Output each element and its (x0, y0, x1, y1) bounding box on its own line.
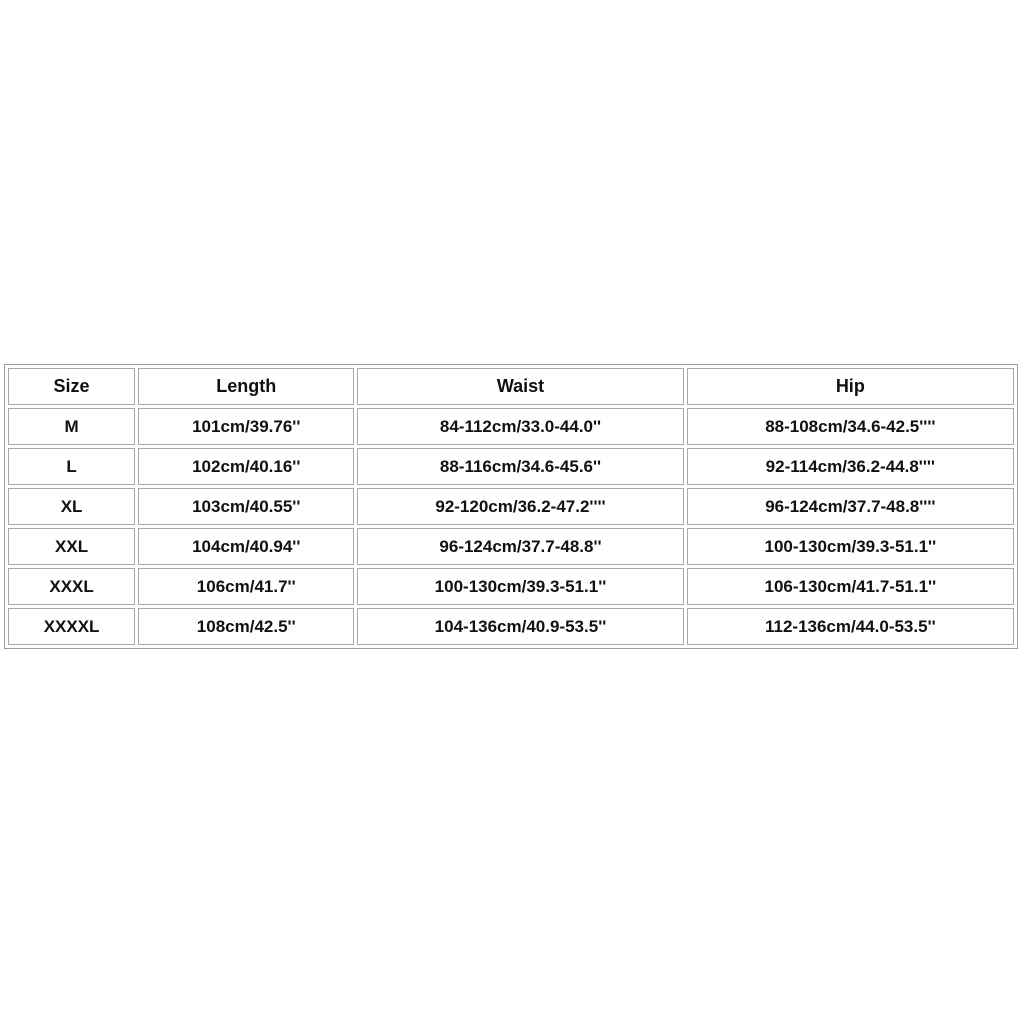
cell-waist: 84-112cm/33.0-44.0'' (357, 408, 683, 445)
cell-waist: 96-124cm/37.7-48.8'' (357, 528, 683, 565)
table-row (8, 448, 1014, 485)
cell-hip: 96-124cm/37.7-48.8'''' (687, 488, 1014, 525)
cell-length: 106cm/41.7'' (138, 568, 354, 605)
cell-length: 104cm/40.94'' (138, 528, 354, 565)
header-size: Size (8, 368, 135, 405)
cell-hip: 106-130cm/41.7-51.1'' (687, 568, 1014, 605)
cell-length: 102cm/40.16'' (138, 448, 354, 485)
cell-hip: 100-130cm/39.3-51.1'' (687, 528, 1014, 565)
header-waist: Waist (357, 368, 683, 405)
cell-length: 103cm/40.55'' (138, 488, 354, 525)
size-chart-table (4, 364, 1018, 649)
cell-hip: 88-108cm/34.6-42.5'''' (687, 408, 1014, 445)
cell-waist: 92-120cm/36.2-47.2'''' (357, 488, 683, 525)
cell-hip: 92-114cm/36.2-44.8'''' (687, 448, 1014, 485)
cell-length: 108cm/42.5'' (138, 608, 354, 645)
table-row (8, 568, 1014, 605)
table-row (8, 608, 1014, 645)
cell-waist: 100-130cm/39.3-51.1'' (357, 568, 683, 605)
header-hip: Hip (687, 368, 1014, 405)
table-row (8, 528, 1014, 565)
cell-size: XXL (8, 528, 135, 565)
cell-size: XL (8, 488, 135, 525)
cell-size: XXXXL (8, 608, 135, 645)
table-row (8, 488, 1014, 525)
cell-waist: 104-136cm/40.9-53.5'' (357, 608, 683, 645)
cell-size: XXXL (8, 568, 135, 605)
cell-waist: 88-116cm/34.6-45.6'' (357, 448, 683, 485)
cell-size: M (8, 408, 135, 445)
table-row (8, 408, 1014, 445)
cell-hip: 112-136cm/44.0-53.5'' (687, 608, 1014, 645)
header-length: Length (138, 368, 354, 405)
header-row (8, 368, 1014, 405)
cell-length: 101cm/39.76'' (138, 408, 354, 445)
cell-size: L (8, 448, 135, 485)
